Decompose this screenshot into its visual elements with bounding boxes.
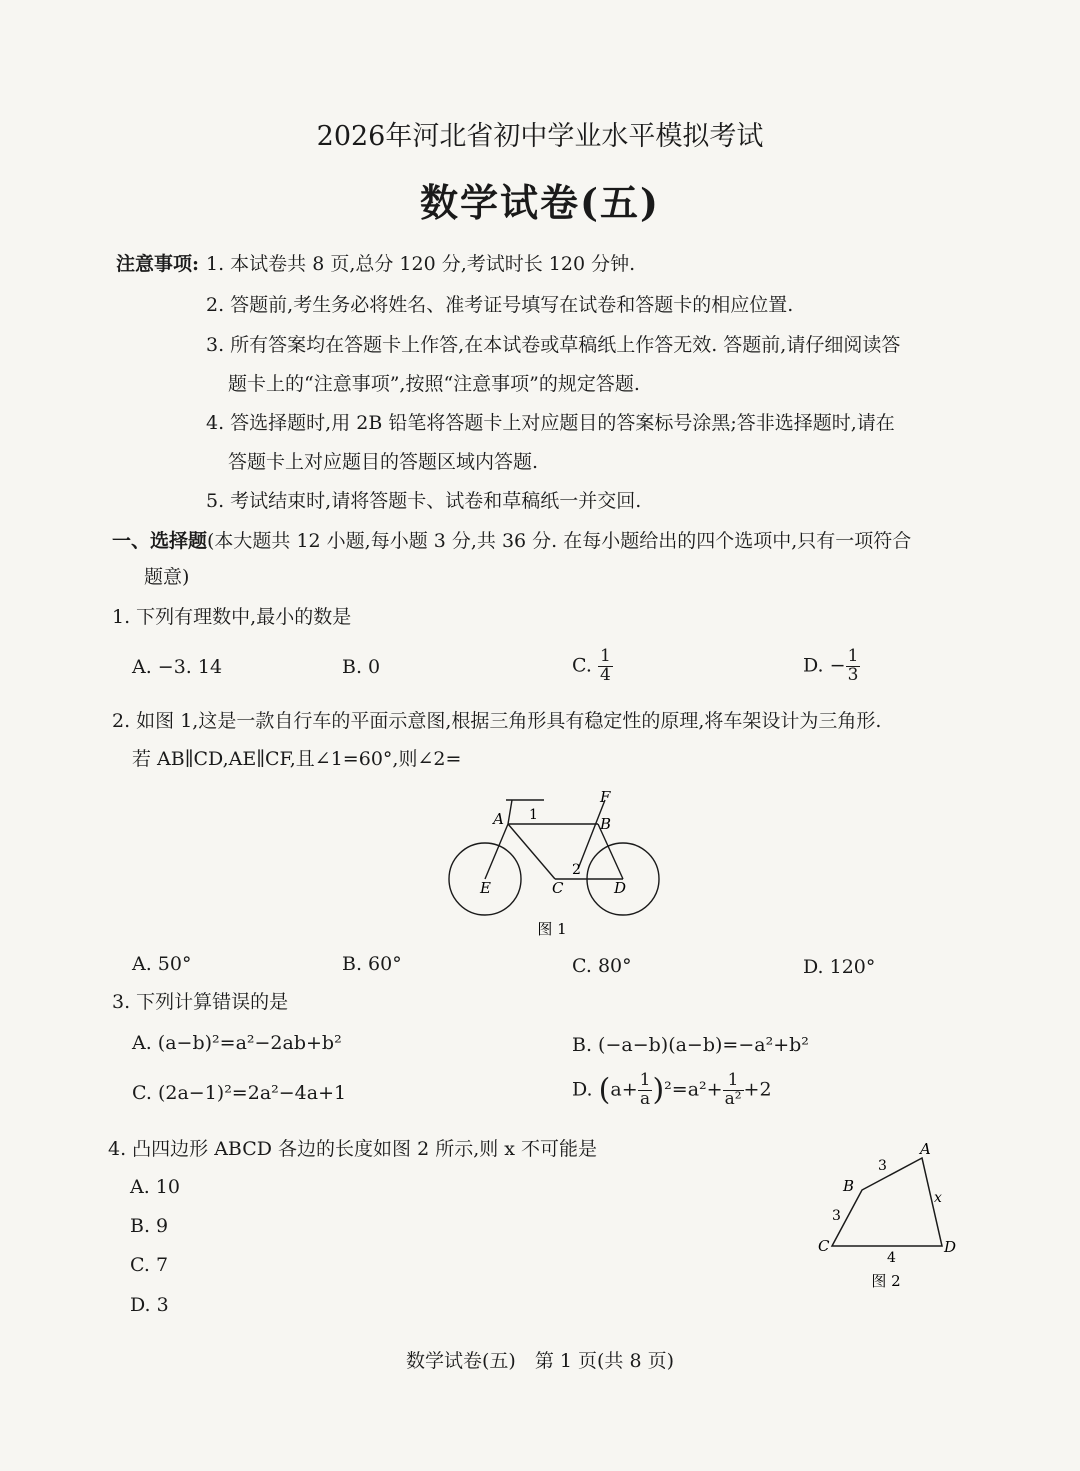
label-b: B [600,815,612,833]
page-footer: 数学试卷(五) 第 1 页(共 8 页) [406,1350,674,1372]
quadrilateral-abcd [832,1158,942,1246]
seat-stay-ae [485,824,508,879]
q2-stem-a: 2. 如图 1,这是一款自行车的平面示意图,根据三角形具有稳定性的原理,将车架设计为三角形. [112,710,882,732]
q2-option-b: B. 60° [342,953,402,975]
notes-label: 注意事项: [116,253,200,275]
q1-option-d [803,648,860,685]
q1-c-fraction: $\frac{1}{4}$ [599,646,611,685]
q3-option-c: C. (2a−1)²=2a²−4a+1 [132,1082,347,1104]
label-angle-2: 2 [572,862,581,878]
q2-option-c: C. 80° [572,955,632,977]
q3-option-d: D. (a+ $\frac{1}{a}$ )²=a²+ $\frac{1}{\text{a²}}$ +2 [572,1070,772,1109]
bicycle-figure [440,784,670,944]
down-tube-ac [508,824,555,879]
note-5: 5. 考试结束时,请将答题卡、试卷和草稿纸一并交回. [206,490,642,512]
q4-option-c: C. 7 [130,1254,169,1276]
q4-stem: 4. 凸四边形 ABCD 各边的长度如图 2 所示,则 x 不可能是 [108,1138,598,1160]
label-angle-1: 1 [529,807,538,823]
note-3a: 3. 所有答案均在答题卡上作答,在本试卷或草稿纸上作答无效. 答题前,请仔细阅读答 [206,334,901,356]
label-d: D [614,879,627,897]
figure-1-caption: 图 1 [537,920,567,938]
q1-d-prefix: D. − [803,654,846,677]
figure-2-caption: 图 2 [871,1272,901,1290]
q4-side-bc: 3 [832,1208,841,1224]
paper-title: 数学试卷(五) [420,180,660,225]
q3-option-a: A. (a−b)²=a²−2ab+b² [132,1032,342,1054]
q3-d-a: a+ [610,1078,638,1101]
q4-option-a: A. 10 [130,1176,180,1198]
q4-side-cd: 4 [887,1250,896,1266]
label-f: F [600,788,611,806]
q4-label-d: D [944,1238,957,1256]
note-4a: 4. 答选择题时,用 2B 铅笔将答题卡上对应题目的答案标号涂黑;答非选择题时,请在 [206,412,895,434]
label-a: A [493,810,504,828]
q3-d-prefix: D. [572,1078,593,1101]
q1-c-prefix: C. [572,654,592,677]
q1-stem: 1. 下列有理数中,最小的数是 [112,606,352,628]
q4-side-ab: 3 [878,1158,887,1174]
q3-d-fraction-1: $\frac{1}{a}$ [639,1070,651,1109]
q2-option-a: A. 50° [132,953,192,975]
fork-line-cf [578,800,605,869]
q4-label-c: C [818,1237,830,1255]
q1-option-c [572,648,613,685]
q4-side-ad: x [934,1190,942,1206]
q1-d-fraction: $\frac{1}{3}$ [847,646,859,685]
q3-option-b: B. (−a−b)(a−b)=−a²+b² [572,1034,809,1056]
q1-option-a: A. −3. 14 [132,656,223,678]
seat-post [508,800,512,824]
q3-d-fraction-2: $\frac{1}{\text{a²}}$ [724,1070,742,1109]
section-heading-line [112,532,911,551]
q3-d-end: +2 [743,1078,772,1101]
quadrilateral-figure [810,1138,970,1293]
label-e: E [480,879,491,897]
q1-option-b: B. 0 [342,656,381,678]
section-desc-b: 题意) [144,566,190,588]
q4-label-a: A [920,1140,931,1158]
q4-option-b: B. 9 [130,1215,169,1237]
note-1: 1. 本试卷共 8 页,总分 120 分,考试时长 120 分钟. [206,253,636,275]
label-c: C [552,879,564,897]
exam-title: 2026年河北省初中学业水平模拟考试 [316,121,764,152]
q3-d-mid: ²=a²+ [664,1078,723,1101]
q4-label-b: B [843,1177,855,1195]
section-heading: 一、选择题 [112,530,208,552]
q2-option-d: D. 120° [803,956,876,978]
q4-option-d: D. 3 [130,1294,169,1316]
q3-stem: 3. 下列计算错误的是 [112,991,289,1013]
note-2: 2. 答题前,考生务必将姓名、准考证号填写在试卷和答题卡的相应位置. [206,294,794,316]
q2-stem-b: 若 AB∥CD,AE∥CF,且∠1=60°,则∠2= [132,748,462,770]
section-desc-a: (本大题共 12 小题,每小题 3 分,共 36 分. 在每小题给出的四个选项中,只有一项符合 [207,530,912,552]
note-4b: 答题卡上对应题目的答题区域内答题. [228,451,539,473]
note-3b: 题卡上的“注意事项”,按照“注意事项”的规定答题. [228,373,640,395]
